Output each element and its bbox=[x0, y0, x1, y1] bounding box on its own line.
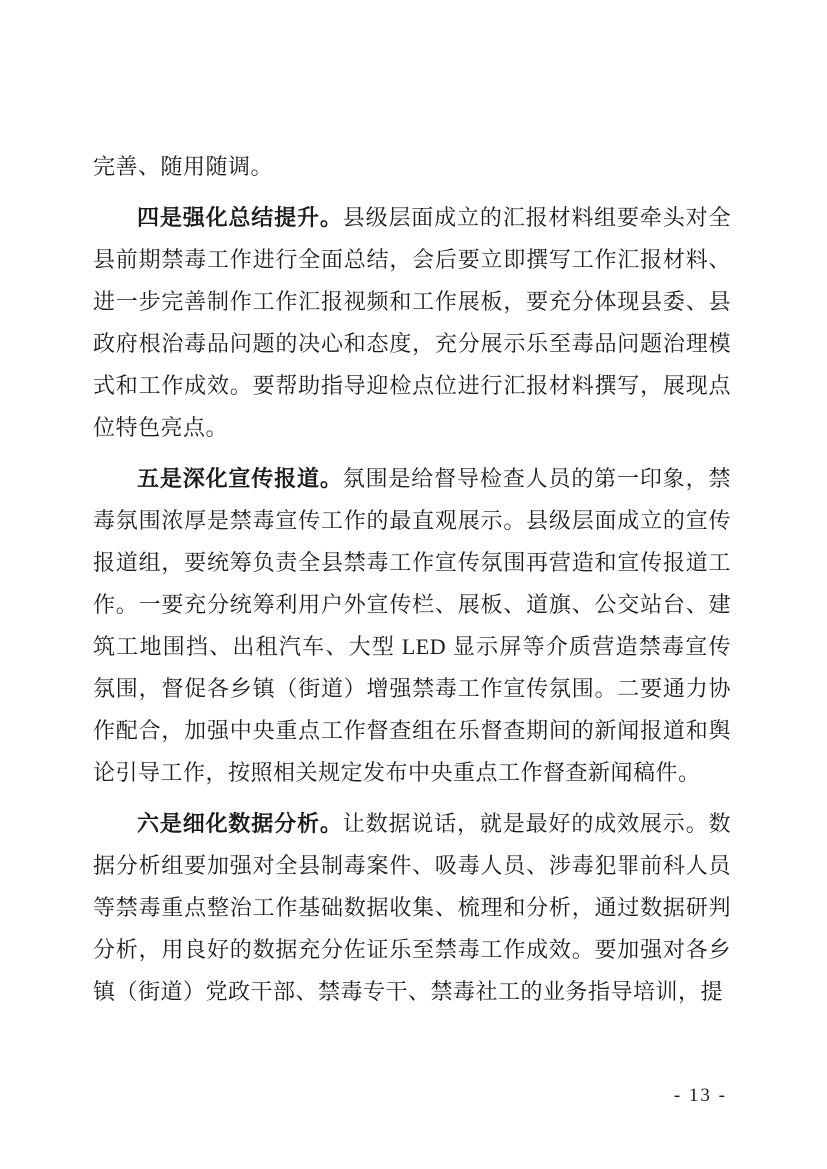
paragraph-text: 让数据说话，就是最好的成效展示。数据分析组要加强对全县制毒案件、吸毒人员、涉毒犯罪前科人员等禁毒重点整治工作基础数据收集、梳理和分析，通过数据研判分析，用良好的数据充分佐证乐至禁毒工作成效。要加强对各乡镇（街道）党政干部、禁毒专干、禁毒社工的业务指导培训，提 bbox=[93, 811, 731, 1004]
paragraph-text: 氛围是给督导检查人员的第一印象，禁毒氛围浓厚是禁毒宣传工作的最直观展示。县级层面成立的宣传报道组，要统筹负责全县禁毒工作宣传氛围再营造和宣传报道工作。一要充分统筹利用户外宣传栏、展板、道旗、公交站台、建筑工地围挡、出租汽车、大型 LED 显示屏等介质营造禁毒宣传氛围，督促各乡镇（街道）增强禁毒工作宣传氛围。二要通力协作配合，加强中央重点工作督查组在乐督查期间的新闻报道和舆论引导工作，按照相关规定发布中央重点工作督查新闻稿件。 bbox=[93, 466, 731, 785]
paragraph-point-six bbox=[93, 803, 731, 1013]
paragraph-text: 县级层面成立的汇报材料组要牵头对全县前期禁毒工作进行全面总结，会后要立即撰写工作汇报材料、进一步完善制作工作汇报视频和工作展板，要充分体现县委、县政府根治毒品问题的决心和态度，充分展示乐至毒品问题治理模式和工作成效。要帮助指导迎检点位进行汇报材料撰写，展现点位特色亮点。 bbox=[93, 205, 731, 440]
paragraph-continuation bbox=[93, 146, 731, 188]
paragraph-lead: 六是细化数据分析。 bbox=[137, 811, 343, 836]
paragraph-text: 完善、随用随调。 bbox=[93, 154, 274, 179]
paragraph-lead: 五是深化宣传报道。 bbox=[137, 466, 343, 491]
paragraph-lead: 四是强化总结提升。 bbox=[137, 205, 343, 230]
page-number: - 13 - bbox=[673, 1085, 727, 1106]
document-body bbox=[93, 146, 731, 1022]
paragraph-point-four bbox=[93, 197, 731, 449]
paragraph-point-five bbox=[93, 458, 731, 794]
